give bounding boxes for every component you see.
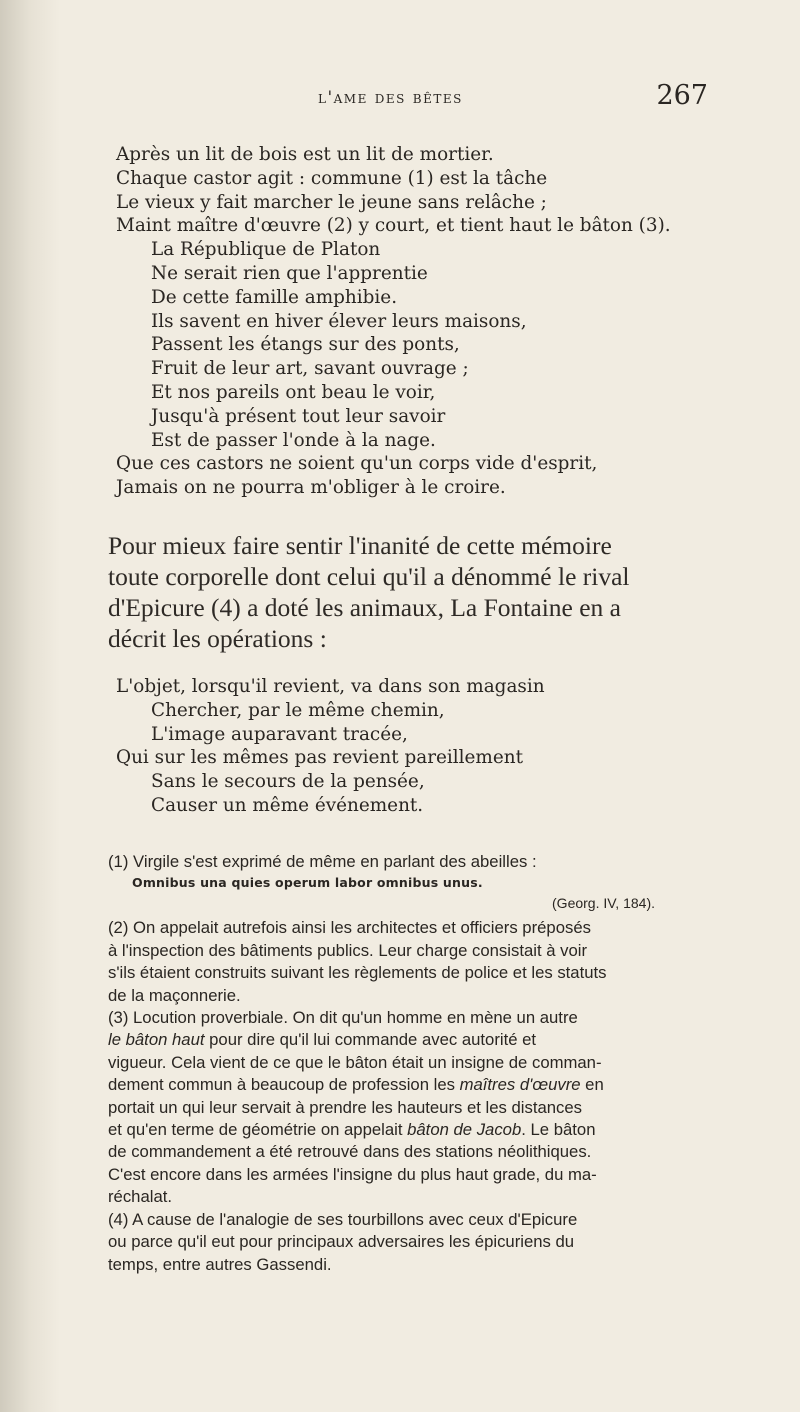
footnote-4-line: ou parce qu'il eut pour principaux adversaires les épicuriens du [108, 1232, 575, 1252]
running-head: l'ame des bêtes [318, 88, 463, 108]
verse-line: Que ces castors ne soient qu'un corps vide d'esprit, [116, 453, 598, 475]
page-number: 267 [656, 80, 708, 111]
prose-paragraph [108, 530, 723, 654]
verse-line: Causer un même événement. [151, 794, 424, 816]
footnote-1-latin-quote: Omnibus una quies operum labor omnibus unus. [132, 875, 483, 891]
footnote-3-line: réchalat. [108, 1187, 173, 1207]
verse-line: Ils savent en hiver élever leurs maisons, [151, 310, 527, 332]
footnote-4-line: (4) A cause de l'analogie de ses tourbillons avec ceux d'Epicure [108, 1209, 578, 1229]
footnote-3-text: dement commun à beaucoup de profession les [108, 1075, 460, 1095]
verse-line: Chaque castor agit : commune (1) est la tâche [116, 167, 548, 189]
prose-line: décrit les opérations : [108, 624, 327, 653]
footnote-3-text: en [580, 1075, 604, 1095]
footnote-3-line [108, 1029, 723, 1051]
verse-line: Maint maître d'œuvre (2) y court, et tient haut le bâton (3). [116, 215, 671, 237]
verse-line: Qui sur les mêmes pas revient pareillement [116, 747, 523, 769]
verse-line: Jusqu'à présent tout leur savoir [151, 405, 446, 427]
page-header [0, 80, 800, 120]
verse-line: L'image auparavant tracée, [151, 723, 408, 745]
verse-line: Sans le secours de la pensée, [151, 771, 425, 793]
footnote-2-line: à l'inspection des bâtiments publics. Leur charge consistait à voir [108, 940, 588, 960]
footnote-3-line [108, 1074, 723, 1096]
footnote-3-line: C'est encore dans les armées l'insigne du plus haut grade, du ma- [108, 1164, 597, 1184]
verse-line: La République de Platon [151, 239, 381, 261]
footnote-2-line: de la maçonnerie. [108, 985, 241, 1005]
verse-line: Fruit de leur art, savant ouvrage ; [151, 358, 469, 380]
footnote-1-text: (1) Virgile s'est exprimé de même en parlant des abeilles : [108, 852, 537, 871]
footnote-1 [108, 851, 723, 913]
verse-line: Et nos pareils ont beau le voir, [151, 381, 436, 403]
footnote-3-line: vigueur. Cela vient de ce que le bâton était un insigne de comman- [108, 1052, 602, 1072]
verse-line: L'objet, lorsqu'il revient, va dans son magasin [116, 676, 545, 697]
footnote-3-text: pour dire qu'il lui commande avec autorité et [204, 1030, 537, 1050]
verse-block-memory [0, 675, 800, 818]
prose-line: toute corporelle dont celui qu'il a dénommé le rival [108, 562, 630, 591]
verse-line: Chercher, par le même chemin, [151, 699, 445, 721]
footnote-3-line [108, 1119, 723, 1141]
prose-line: Pour mieux faire sentir l'inanité de cette mémoire [108, 531, 612, 560]
verse-line: Passent les étangs sur des ponts, [151, 334, 460, 356]
footnote-3-emphasis: bâton de Jacob [407, 1120, 522, 1140]
footnote-3-emphasis: maîtres d'œuvre [459, 1075, 581, 1095]
footnote-4-line: temps, entre autres Gassendi. [108, 1254, 332, 1274]
footnote-3-line: de commandement a été retrouvé dans des stations néolithiques. [108, 1142, 592, 1162]
footnote-2-line: (2) On appelait autrefois ainsi les architectes et officiers préposés [108, 918, 591, 938]
footnote-3-line: (3) Locution proverbiale. On dit qu'un homme en mène un autre [108, 1008, 578, 1028]
verse-line: Le vieux y fait marcher le jeune sans relâche ; [116, 191, 547, 213]
footnote-3-text: et qu'en terme de géométrie on appelait [108, 1120, 408, 1140]
footnote-3-emphasis: le bâton haut [108, 1030, 205, 1050]
verse-block-beavers [0, 143, 800, 500]
verse-line: Après un lit de bois est un lit de mortier. [116, 144, 494, 165]
footnote-3-line: portait un qui leur servait à prendre les hauteurs et les distances [108, 1097, 583, 1117]
footnote-2 [108, 917, 723, 1007]
footnote-3-text: . Le bâton [521, 1120, 596, 1140]
prose-line: d'Epicure (4) a doté les animaux, La Fontaine en a [108, 593, 621, 622]
footnotes [108, 851, 723, 1276]
verse-line: Jamais on ne pourra m'obliger à le croire. [116, 477, 506, 499]
footnote-4 [108, 1209, 723, 1276]
footnote-3 [108, 1007, 723, 1209]
footnote-2-line: s'ils étaient construits suivant les règlements de police et les statuts [108, 963, 607, 983]
verse-line: De cette famille amphibie. [151, 286, 398, 308]
verse-line: Ne serait rien que l'apprentie [151, 262, 428, 284]
footnote-1-citation: (Georg. IV, 184). [552, 895, 655, 912]
verse-line: Est de passer l'onde à la nage. [151, 429, 436, 451]
